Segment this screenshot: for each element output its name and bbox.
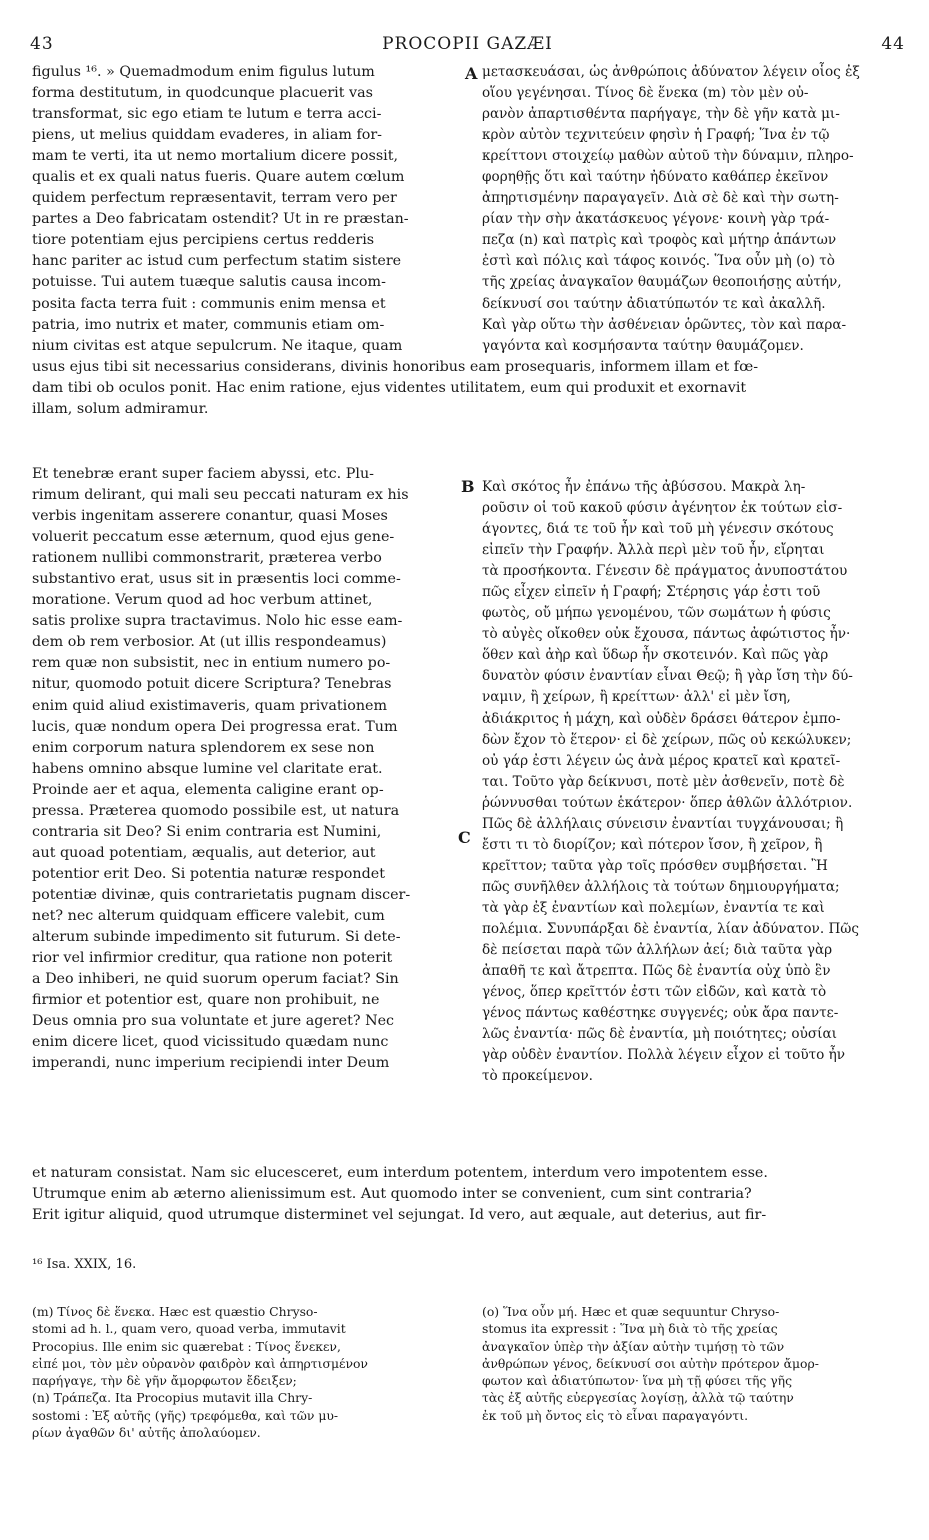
scripture-footnote: ¹⁶ Isa. XXIX, 16. <box>32 1257 137 1272</box>
section-marker-c: C <box>458 828 471 847</box>
text-line: μετασκευάσαι, ὡς ἀνθρώποις ἀδύνατον λέγειν οἷος ἐξ <box>482 64 860 80</box>
notes-right <box>482 1303 897 1424</box>
text-line: φωτον καὶ ἀδιατύπωτον· ἵνα μὴ τῇ φύσει τῆς γῆς <box>482 1373 793 1389</box>
text-line: εἰπεῖν τὴν Γραφήν. Ἀλλὰ περὶ μὲν τοῦ ἦν, εἴρηται <box>482 542 825 559</box>
text-line: (n) Τράπεζα. Ita Procopius mutavit illa Chry- <box>32 1390 313 1406</box>
text-line: alterum subinde impedimento sit futurum. Si dete- <box>32 929 401 946</box>
text-line: γένος πάντως καθέστηκε συγγενές; οὐκ ἄρα παντε- <box>482 1005 839 1022</box>
text-line: moratione. Verum quod ad hoc verbum attinet, <box>32 592 373 609</box>
text-line: τὸ προκείμενον. <box>482 1068 593 1085</box>
text-line: usus ejus tibi sit necessarius considerans, divinis honoribus eam prosequaris, informem illam et fœ- <box>32 359 759 375</box>
text-line: κρείττονι στοιχείῳ μαθὼν αὐτοῦ τὴν δύναμιν, πληρο- <box>482 148 854 165</box>
text-line: τὸ αὐγὲς οἴκοθεν οὐκ ἔχουσα, πάντως ἀφώτιστος ἦν· <box>482 626 851 643</box>
latin-full-width-2 <box>32 1163 894 1226</box>
text-line: dem ob rem verbosior. At (ut illis respondeamus) <box>32 634 387 651</box>
section-marker-b: B <box>461 477 475 496</box>
text-line: stomi ad h. l., quam vero, quoad verba, immutavit <box>32 1321 346 1337</box>
text-line: potentior erit Deo. Si potentia naturæ respondet <box>32 865 385 882</box>
text-line: a Deo inhiberi, ne quid suorum operum faciat? Sin <box>32 971 399 988</box>
text-line: γένος, ὅπερ κρεῖττόν ἐστι τῶν εἰδῶν, καὶ κατὰ τὸ <box>482 984 827 1001</box>
text-line: δυνατὸν φύσιν ἐναντίαν εἶναι Θεῷ; ἢ γὰρ ἴση τὴν δύ- <box>482 668 853 685</box>
text-line: φορηθῇς ὅτι καὶ ταύτην ἠδύνατο καθάπερ ἐκεῖνον <box>482 169 829 186</box>
text-line: γὰρ οὐδὲν ἐναντίον. Πολλὰ λέγειν εἶχον εἰ τοῦτο ἦν <box>482 1047 846 1064</box>
text-line: πῶς συνῆλθεν ἀλλήλοις τὰ τούτων δημιουργήματα; <box>482 878 840 895</box>
text-line: ἀνθρώπων γένος, δείκνυσί σοι αὐτὴν πρότερον ἄμορ- <box>482 1355 819 1371</box>
text-line: quidem perfectum repræsentavit, terram vero per <box>32 190 397 207</box>
text-line: tiore potentiam ejus percipiens certus redderis <box>32 232 375 249</box>
text-line: πῶς εἶχεν εἰπεῖν ἡ Γραφή; Στέρησις γάρ ἐστι τοῦ <box>482 584 821 601</box>
text-line: Erit igitur aliquid, quod utrumque disterminet vel sejungat. Id vero, aut æquale, aut deterius, aut fir- <box>32 1207 767 1224</box>
latin-full-width-1 <box>32 357 894 420</box>
text-line: ται. Τοῦτο γὰρ δείκνυσι, ποτὲ μὲν ἀσθενεῖν, ποτὲ δὲ <box>482 773 845 790</box>
text-line: κρὸν αὐτὸν τεχνιτεύειν φησὶν ἡ Γραφή; Ἵνα ἐν τῷ <box>482 127 830 144</box>
text-line: Deus omnia pro sua voluntate et jure ageret? Nec <box>32 1013 395 1030</box>
text-line: δὼν ἔχον τὸ ἕτερον· εἰ δὲ χείρων, πῶς οὐ κεκώλυκεν; <box>482 731 852 748</box>
text-line: Procopius. Ille enim sic quærebat : Τίνος ἕνεκεν, <box>32 1338 341 1354</box>
text-line: posita facta terra fuit : communis enim mensa et <box>32 295 386 312</box>
latin-column-top <box>32 62 457 357</box>
text-line: aut quoad potentiam, æqualis, aut deterior, aut <box>32 844 376 861</box>
page-title: PROCOPII GAZÆI <box>382 34 553 54</box>
text-line: ἔστι τι τὸ διορίζον; καὶ πότερον ἴσον, ἢ χεῖρον, ἢ <box>482 836 823 853</box>
text-line: forma destitutum, in quodcunque placuerit vas <box>32 85 373 102</box>
text-line: ρίαν τὴν σὴν ἀκατάσκευος γέγονε· κοινὴ γὰρ τρά- <box>482 211 830 228</box>
text-line: substantivo erat, usus sit in præsentis loci comme- <box>32 571 401 588</box>
text-line: ροῦσιν οἱ τοῦ κακοῦ φύσιν ἀγένητον ἐκ τούτων εἰσ- <box>482 500 843 517</box>
section-marker-a: A <box>465 64 478 83</box>
text-line: mam te verti, ita ut nemo mortalium dicere possit, <box>32 148 399 165</box>
text-line: piens, ut melius quiddam evaderes, in aliam for- <box>32 127 383 144</box>
text-line: ἐκ τοῦ μὴ ὄντος εἰς τὸ εἶναι παραγαγόντι. <box>482 1407 749 1423</box>
text-line: ἀπαθῆ τε καὶ ἄτρεπτα. Πῶς δὲ ἐναντία οὐχ ὑπὸ ἓν <box>482 963 831 980</box>
text-line: κρεῖττον; ταῦτα γὰρ τοῖς πρόσθεν συμβήσεται. Ἢ <box>482 857 828 874</box>
text-line: τὰ γὰρ ἐξ ἐναντίων καὶ πολεμίων, ἐναντία τε καὶ <box>482 899 825 916</box>
text-line: patria, imo nutrix et mater, communis etiam om- <box>32 316 385 333</box>
text-line: qualis et ex quali natus fueris. Quare autem cœlum <box>32 169 405 186</box>
text-line: Καὶ σκότος ἦν ἐπάνω τῆς ἀβύσσου. Μακρὰ λη- <box>482 479 806 495</box>
latin-column-middle <box>32 464 457 1074</box>
text-line: φωτὸς, οὔ μήπω γενομένου, τῶν σωμάτων ἡ φύσις <box>482 605 831 622</box>
text-line: hanc pariter ac istud cum perfectum statim sistere <box>32 253 402 270</box>
text-line: δείκνυσί σοι ταύτην ἀδιατύπωτόν τε καὶ ἀκαλλῆ. <box>482 295 826 312</box>
text-line: pressa. Præterea quomodo possibile est, ut natura <box>32 802 400 819</box>
text-line: ναμιν, ἢ χείρων, ἢ κρείττων· ἀλλ' εἰ μὲν ἴση, <box>482 689 791 706</box>
text-line: ἀναγκαῖον ὑπὲρ τὴν ἀξίαν αὐτὴν τιμήσῃ τὸ τῶν <box>482 1338 785 1354</box>
text-line: rior vel infirmior creditur, qua ratione non poterit <box>32 950 393 967</box>
text-line: verbis ingenitam asserere conantur, quasi Moses <box>32 508 388 525</box>
text-line: άγοντες, διά τε τοῦ ἦν καὶ τοῦ μὴ γένεσιν σκότους <box>482 521 834 538</box>
text-line: Et tenebræ erant super faciem abyssi, etc. Plu- <box>32 466 375 482</box>
text-line: potuisse. Tui autem tuæque salutis causa incom- <box>32 274 386 291</box>
text-line: et naturam consistat. Nam sic elucesceret, eum interdum potentem, interdum vero impotentem esse. <box>32 1165 768 1181</box>
text-line: Utrumque enim ab æterno alienissimum est. Aut quomodo inter se convenient, cum sint contraria? <box>32 1186 752 1203</box>
text-line: τὰς ἐξ αὐτῆς εὐεργεσίας λογίσῃ, ἀλλὰ τῷ ταύτην <box>482 1390 794 1406</box>
text-line: ἐστὶ καὶ πόλις καὶ τάφος κοινός. Ἵνα οὖν μὴ (o) τὸ <box>482 253 835 270</box>
text-line: nium civitas est atque sepulcrum. Ne itaque, quam <box>32 337 403 354</box>
text-line: λῶς ἐναντία· πῶς δὲ ἐναντία, μὴ ποιότητες; οὐσίαι <box>482 1026 837 1043</box>
text-line: τῆς χρείας ἀναγκαῖον θαυμάζων θεοποιήσῃς αὐτήν, <box>482 274 842 291</box>
text-line: οὐ γάρ ἐστι λέγειν ὡς ἀνὰ μέρος κρατεῖ καὶ κρατεῖ- <box>482 752 841 769</box>
text-line: net? nec alterum quidquam efficere valebit, cum <box>32 907 385 924</box>
text-line: γαγόντα καὶ κοσμήσαντα ταύτην θαυμάζομεν. <box>482 337 804 354</box>
greek-column-middle <box>482 477 897 1087</box>
text-line: Καὶ γὰρ οὕτω τὴν ἀσθένειαν ὁρῶντες, τὸν καὶ παρα- <box>482 316 847 333</box>
greek-column-top <box>482 62 897 357</box>
text-line: Πῶς δὲ ἀλλήλαις σύνεισιν ἐναντίαι τυγχάνουσαι; ἢ <box>482 815 844 832</box>
text-line: ὅθεν καὶ ἀὴρ καὶ ὕδωρ ἦν σκοτεινόν. Καὶ πῶς γὰρ <box>482 647 829 664</box>
text-line: transformat, sic ego etiam te lutum e terra acci- <box>32 106 382 123</box>
text-line: τὰ προσήκοντα. Γένεσιν δὲ πράγματος ἀνυποστάτου <box>482 563 848 580</box>
page-number-right: 44 <box>881 34 905 54</box>
text-line: rationem nullibi commonstrarit, præterea verbo <box>32 550 382 567</box>
text-line: rimum delirant, qui mali seu peccati naturam ex his <box>32 487 409 504</box>
text-line: rem quæ non subsistit, nec in entium numero po- <box>32 655 391 672</box>
text-line: voluerit peccatum esse æternum, quod ejus gene- <box>32 529 395 546</box>
text-line: πολέμια. Συνυπάρξαι δὲ ἐναντία, λίαν ἀδύνατον. Πῶς <box>482 920 860 937</box>
text-line: δὲ πείσεται παρὰ τῶν ἀλλήλων ἀεί; διὰ ταῦτα γὰρ <box>482 942 833 959</box>
text-line: sostomi : Ἐξ αὐτῆς (γῆς) τρεφόμεθα, καὶ τῶν μυ- <box>32 1407 339 1423</box>
text-line: partes a Deo fabricatam ostendit? Ut in re præstan- <box>32 211 409 228</box>
text-line: contraria sit Deo? Si enim contraria est Numini, <box>32 823 382 840</box>
text-line: stomus ita expressit : Ἵνα μὴ διὰ τὸ τῆς χρείας <box>482 1321 778 1337</box>
notes-left <box>32 1303 452 1441</box>
text-line: οἵου γεγένησαι. Τίνος δὲ ἕνεκα (m) τὸν μὲν οὐ- <box>482 85 809 102</box>
text-line: (m) Τίνος δὲ ἕνεκα. Hæc est quæstio Chryso- <box>32 1304 318 1319</box>
text-line: illam, solum admiramur. <box>32 401 209 418</box>
page-number-left: 43 <box>30 34 54 54</box>
text-line: potentiæ divinæ, quis contrarietatis pugnam discer- <box>32 886 411 903</box>
text-line: πεζα (n) καὶ πατρὶς καὶ τροφὸς καὶ μήτηρ ἁπάντων <box>482 232 837 249</box>
text-line: firmior et potentior est, quare non prohibuit, ne <box>32 992 380 1009</box>
text-line: dam tibi ob oculos ponit. Hac enim ratione, ejus videntes utilitatem, eum qui produxit et exornavit <box>32 380 747 397</box>
text-line: nitur, quomodo potuit dicere Scriptura? Tenebras <box>32 676 392 693</box>
text-line: imperandi, nunc imperium recipiendi inter Deum <box>32 1055 390 1072</box>
text-line: ἀδιάκριτος ἡ μάχη, καὶ οὐδὲν δράσει θάτερον ἐμπο- <box>482 710 841 727</box>
text-line: habens omnino absque lumine vel claritate erat. <box>32 760 383 777</box>
text-line: figulus ¹⁶. » Quemadmodum enim figulus lutum <box>32 64 375 80</box>
text-line: Proinde aer et aqua, elementa caligine erant op- <box>32 781 384 798</box>
text-line: enim quid aliud existimaveris, quam privationem <box>32 697 388 714</box>
text-line: enim corporum natura splendorem ex sese non <box>32 739 375 756</box>
text-line: ῥώννυσθαι τούτων ἑκάτερον· ὅπερ ἀθλῶν ἀλλότριον. <box>482 794 853 811</box>
text-line: satis prolixe supra tractavimus. Nolo hic esse eam- <box>32 613 403 630</box>
text-line: ρανὸν ἀπαρτισθέντα παρήγαγε, τὴν δὲ γῆν κατὰ μι- <box>482 106 840 123</box>
text-line: ἀπηρτισμένην παραγαγεῖν. Διὰ σὲ δὲ καὶ τὴν σωτη- <box>482 190 839 207</box>
text-line: lucis, quæ nondum opera Dei progressa erat. Tum <box>32 718 398 735</box>
text-line: ρίων ἀγαθῶν δι' αὐτῆς ἀπολαύομεν. <box>32 1425 261 1441</box>
text-line: (o) Ἵνα οὖν μή. Hæc et quæ sequuntur Chryso- <box>482 1304 780 1319</box>
page-header <box>30 34 905 60</box>
text-line: εἰπέ μοι, τὸν μὲν οὐρανὸν φαιδρὸν καὶ ἀπηρτισμένον <box>32 1355 368 1371</box>
text-line: enim dicere licet, quod vicissitudo quædam nunc <box>32 1034 389 1051</box>
text-line: παρήγαγε, τὴν δὲ γῆν ἄμορφωτον ἔδειξεν; <box>32 1373 297 1389</box>
